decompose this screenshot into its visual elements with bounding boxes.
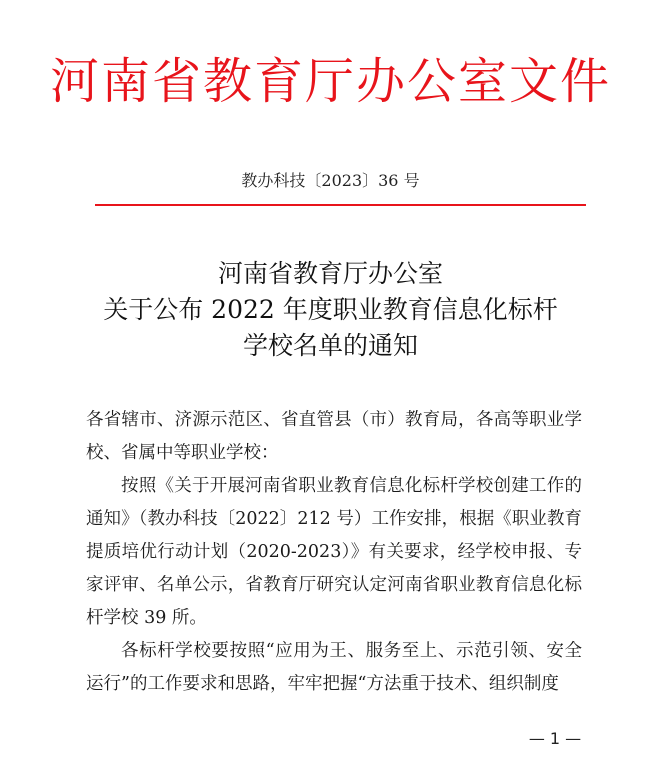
title-line-1: 河南省教育厅办公室 xyxy=(217,259,443,288)
title-line-2: 关于公布 2022 年度职业教育信息化标杆 xyxy=(103,295,558,324)
document-masthead: 河南省教育厅办公室文件 xyxy=(49,53,611,110)
body-paragraph-2: 各标杆学校要按照“应用为王、服务至上、示范引领、安全运行”的工作要求和思路，牢牢把握“方法重于技术、组织制度 xyxy=(86,641,582,694)
page-number: — 1 — xyxy=(528,729,582,748)
document-body xyxy=(86,404,582,701)
red-divider-line xyxy=(95,204,586,206)
title-line-3: 学校名单的通知 xyxy=(242,331,418,360)
body-paragraph-1: 按照《关于开展河南省职业教育信息化标杆学校创建工作的通知》（教办科技〔2022〕212 号）工作安排，根据《职业教育提质培优行动计划（2020-2023）》有关要求，经学校申报、专家评审、名单公示，省教育厅研究认定河南省职业教育信息化标杆学校 39 所。 xyxy=(86,476,582,628)
document-number: 教办科技〔2023〕36 号 xyxy=(241,171,420,190)
salutation: 各省辖市、济源示范区、省直管县（市）教育局，各高等职业学校、省属中等职业学校： xyxy=(86,410,582,463)
document-title xyxy=(0,256,661,364)
